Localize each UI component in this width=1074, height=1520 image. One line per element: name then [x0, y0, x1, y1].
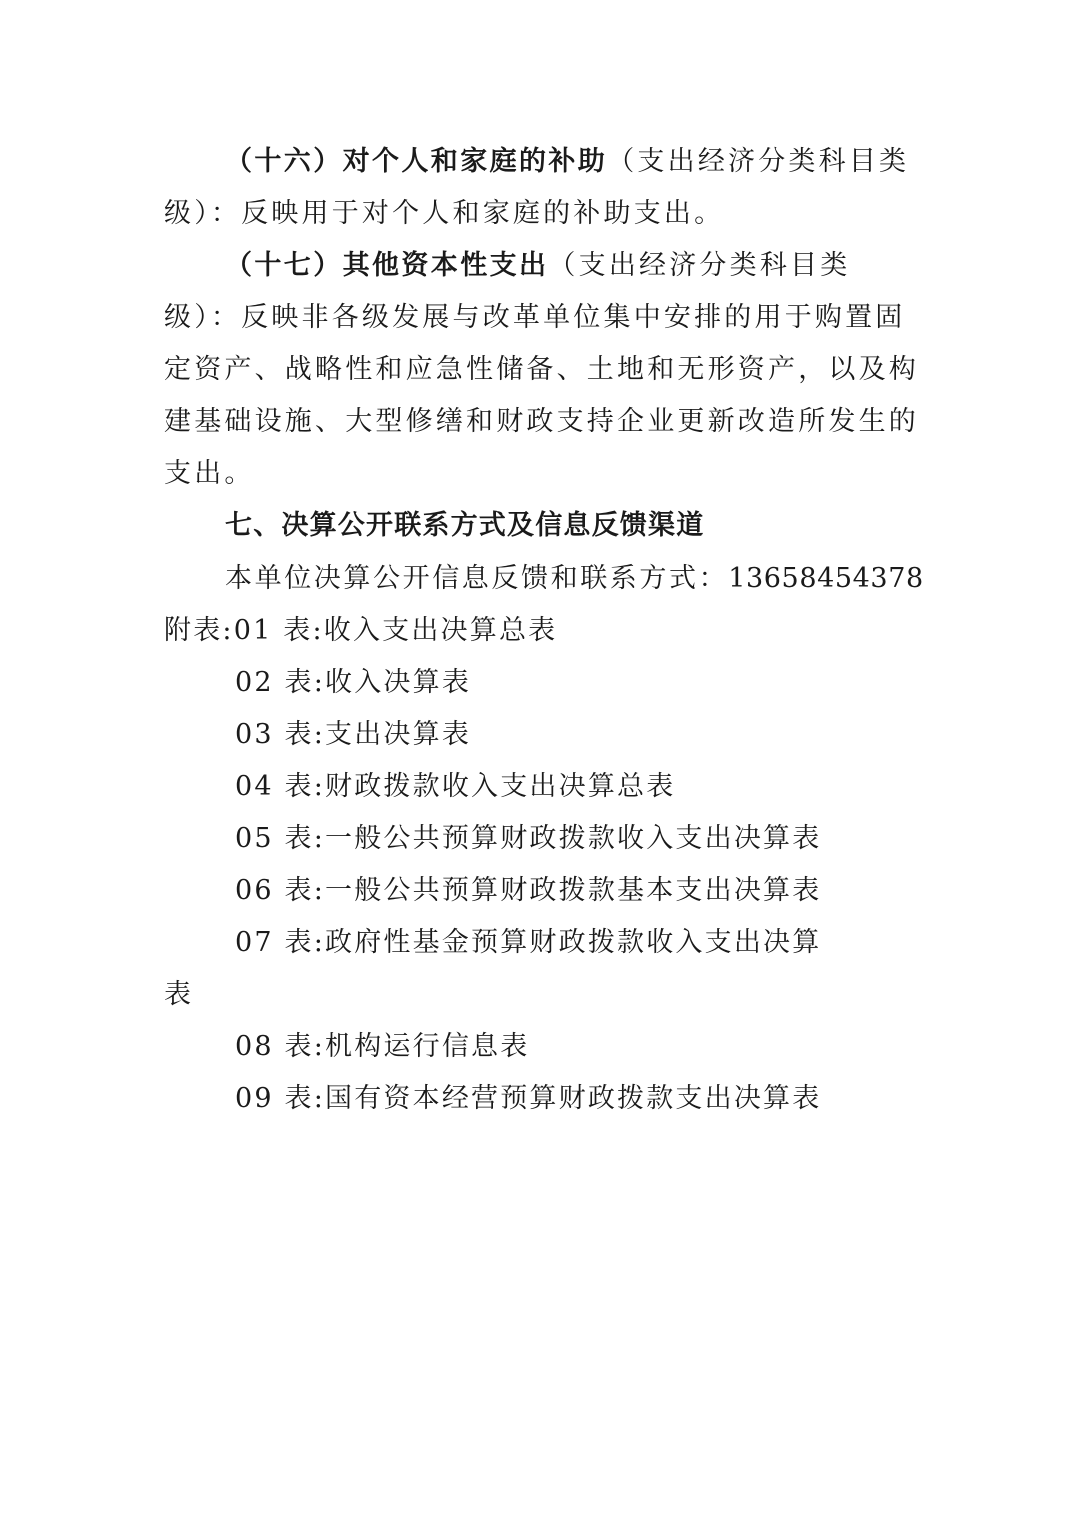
item16-line2: [164, 196, 724, 232]
attachment-item: 09 表:国有资本经营预算财政拨款支出决算表: [235, 1083, 822, 1114]
item17-description-3: 建基础设施、大型修缮和财政支持企业更新改造所发生的: [164, 406, 919, 437]
item16-number: （十六）: [225, 146, 343, 177]
section7-heading: 七、决算公开联系方式及信息反馈渠道: [225, 510, 705, 541]
attachment-item: 06 表:一般公共预算财政拨款基本支出决算表: [235, 875, 822, 906]
item17-note: （支出经济分类科目类: [548, 250, 851, 281]
attachment-item: 05 表:一般公共预算财政拨款收入支出决算表: [235, 823, 822, 854]
attachment-item: 04 表:财政拨款收入支出决算总表: [235, 771, 676, 802]
item17-title: 其他资本性支出: [342, 250, 549, 281]
item17-description-2: 定资产、战略性和应急性储备、土地和无形资产，以及构: [164, 354, 919, 385]
item17-note-end: 级）：: [164, 302, 242, 333]
contact-line: [225, 561, 924, 597]
attachment-item: 01 表:收入支出决算总表: [233, 615, 558, 646]
contact-phone: 13658454378: [728, 563, 924, 594]
item16-description: 反映用于对个人和家庭的补助支出。: [241, 198, 725, 229]
attachment-item-wrap: 表: [164, 979, 194, 1010]
item16-line1: [225, 144, 909, 180]
contact-label: 本单位决算公开信息反馈和联系方式：: [225, 563, 729, 594]
item17-line1: [225, 248, 850, 284]
attachment-item: 03 表:支出决算表: [235, 719, 472, 750]
attachments-label: 附表:: [164, 615, 234, 646]
attachment-item: 02 表:收入决算表: [235, 667, 472, 698]
attachment-row-1: [164, 613, 557, 649]
item17-line2: [164, 300, 906, 336]
item16-note: （支出经济分类科目类: [607, 146, 910, 177]
item17-number: （十七）: [225, 250, 343, 281]
item16-note-end: 级）：: [164, 198, 242, 229]
item17-description-4: 支出。: [164, 458, 255, 489]
attachment-item: 08 表:机构运行信息表: [235, 1031, 530, 1062]
item16-title: 对个人和家庭的补助: [342, 146, 608, 177]
attachment-item: 07 表:政府性基金预算财政拨款收入支出决算: [235, 927, 822, 958]
item17-description-1: 反映非各级发展与改革单位集中安排的用于购置固: [241, 302, 906, 333]
